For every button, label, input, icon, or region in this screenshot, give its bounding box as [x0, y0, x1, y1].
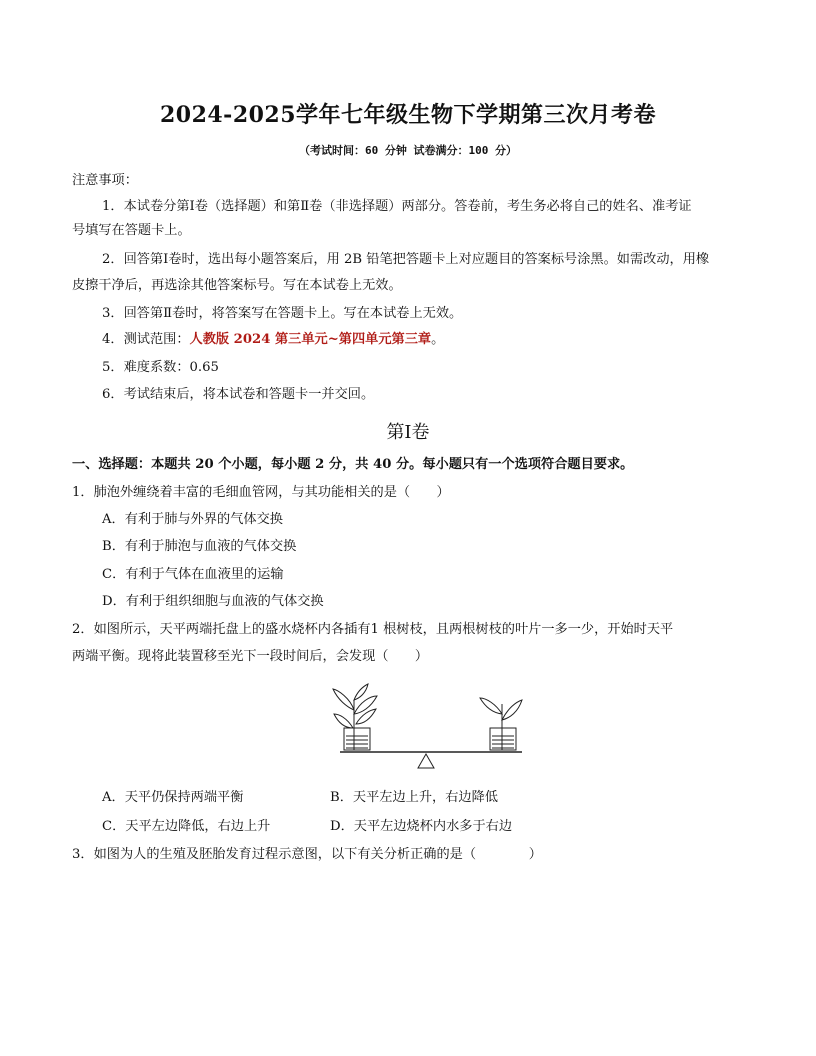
- note-5: 5．难度系数：0.65: [102, 360, 219, 375]
- left-beaker: [344, 728, 370, 750]
- question-2-option-d: D．天平左边烧杯内水多于右边: [330, 819, 513, 834]
- question-1-option-a: A．有利于肺与外界的气体交换: [102, 512, 283, 527]
- note-2-line-1: 2．回答第Ⅰ卷时，选出每小题答案后，用 2B 铅笔把答题卡上对应题目的答案标号涂黑。如需改动，用橡: [102, 252, 710, 267]
- question-3-stem: 3．如图为人的生殖及胚胎发育过程示意图，以下有关分析正确的是（ ）: [72, 847, 542, 862]
- question-2-option-c: C．天平左边降低，右边上升: [102, 819, 271, 834]
- note-1-line-1: 1．本试卷分第Ⅰ卷（选择题）和第Ⅱ卷（非选择题）两部分。答卷前，考生务必将自己的姓名、准考证: [102, 199, 692, 214]
- part1-instruction: 一、选择题：本题共 20 个小题，每小题 2 分，共 40 分。每小题只有一个选项符合题目要求。: [72, 457, 634, 472]
- question-2-option-b: B．天平左边上升，右边降低: [330, 790, 498, 805]
- question-1-option-c: C．有利于气体在血液里的运输: [102, 567, 284, 582]
- note-1-line-2: 号填写在答题卡上。: [72, 223, 191, 238]
- question-1-stem: 1．肺泡外缠绕着丰富的毛细血管网，与其功能相关的是（ ）: [72, 485, 450, 500]
- page-title: 2024-2025学年七年级生物下学期第三次月考卷: [159, 102, 657, 128]
- question-1-option-d: D．有利于组织细胞与血液的气体交换: [102, 594, 324, 609]
- note-3: 3．回答第Ⅱ卷时，将答案写在答题卡上。写在本试卷上无效。: [102, 306, 463, 321]
- section-title: 第Ⅰ卷: [386, 422, 430, 443]
- question-2-stem-line-2: 两端平衡。现将此装置移至光下一段时间后，会发现（ ）: [72, 649, 429, 664]
- test-scope-highlight: 人教版 2024 第三单元~第四单元第三章: [189, 332, 432, 347]
- balance-scale-figure: [330, 680, 530, 772]
- note-4-suffix: 。: [431, 332, 445, 347]
- note-4-prefix: 4．测试范围：: [102, 332, 190, 347]
- note-4: [102, 331, 444, 349]
- exam-time-info: （考试时间：60 分钟 试卷满分：100 分）: [299, 144, 517, 157]
- question-1-option-b: B．有利于肺泡与血液的气体交换: [102, 539, 297, 554]
- notes-heading: 注意事项：: [72, 173, 138, 188]
- note-6: 6．考试结束后，将本试卷和答题卡一并交回。: [102, 387, 375, 402]
- note-2-line-2: 皮擦干净后，再选涂其他答案标号。写在本试卷上无效。: [72, 278, 402, 293]
- question-2-option-a: A．天平仍保持两端平衡: [102, 790, 244, 805]
- question-2-stem-line-1: 2．如图所示，天平两端托盘上的盛水烧杯内各插有1 根树枝，且两根树枝的叶片一多一少，开始时天平: [72, 622, 674, 637]
- fulcrum-triangle: [418, 754, 434, 768]
- right-beaker: [490, 728, 516, 750]
